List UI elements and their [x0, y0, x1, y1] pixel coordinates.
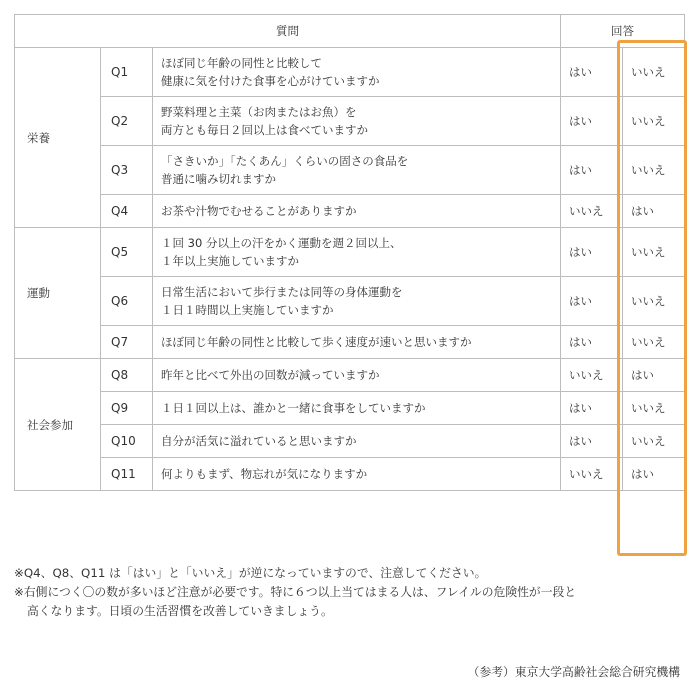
table-row — [15, 458, 685, 491]
question-number: Q4 — [101, 195, 153, 228]
answer-right: はい — [623, 458, 685, 491]
table-row — [15, 97, 685, 146]
question-table-frame — [14, 14, 694, 554]
answer-right: いいえ — [623, 228, 685, 277]
table-row — [15, 228, 685, 277]
question-text — [153, 277, 561, 326]
table-row — [15, 326, 685, 359]
answer-right: はい — [623, 359, 685, 392]
table-row — [15, 277, 685, 326]
question-text-line: ほぼ同じ年齢の同性と比較して歩く速度が速いと思いますか — [161, 335, 472, 349]
question-text-line: １日１回以上は、誰かと一緒に食事をしていますか — [161, 401, 426, 415]
question-text-line: 「さきいか」「たくあん」くらいの固さの食品を — [161, 154, 409, 168]
question-text-line: 自分が活気に溢れていると思いますか — [161, 434, 357, 448]
question-text-line: 何よりもまず、物忘れが気になりますか — [161, 467, 368, 481]
question-number: Q3 — [101, 146, 153, 195]
question-text-line: １日１時間以上実施していますか — [161, 303, 334, 317]
question-text-line: お茶や汁物でむせることがありますか — [161, 204, 357, 218]
question-text-line: 健康に気を付けた食事を心がけていますか — [161, 74, 380, 88]
question-text-line: 昨年と比べて外出の回数が減っていますか — [161, 368, 380, 382]
answer-left: はい — [561, 425, 623, 458]
table-row — [15, 359, 685, 392]
reference-source: （参考）東京大学高齢社会総合研究機構 — [467, 665, 680, 679]
answer-right: いいえ — [623, 277, 685, 326]
question-text — [153, 97, 561, 146]
table-row — [15, 195, 685, 228]
question-text-line: 両方とも毎日２回以上は食べていますか — [161, 123, 368, 137]
answer-right: いいえ — [623, 392, 685, 425]
answer-right: はい — [623, 195, 685, 228]
question-number: Q7 — [101, 326, 153, 359]
header-question: 質問 — [15, 15, 561, 48]
table-row — [15, 425, 685, 458]
category-label: 社会参加 — [15, 359, 101, 491]
question-number: Q9 — [101, 392, 153, 425]
frailty-question-table — [14, 14, 685, 491]
note-reversed-questions: ※Q4、Q8、Q11 は「はい」と「いいえ」が逆になっていますので、注意してください。 — [14, 566, 487, 580]
question-number: Q1 — [101, 48, 153, 97]
question-text — [153, 458, 561, 491]
question-text-line: 野菜料理と主菜（お肉またはお魚）を — [161, 105, 357, 119]
question-number: Q8 — [101, 359, 153, 392]
question-text — [153, 48, 561, 97]
answer-right: いいえ — [623, 48, 685, 97]
category-label: 栄養 — [15, 48, 101, 228]
question-text — [153, 392, 561, 425]
question-number: Q10 — [101, 425, 153, 458]
question-text — [153, 326, 561, 359]
answer-left: はい — [561, 97, 623, 146]
notes — [14, 564, 690, 621]
table-row — [15, 146, 685, 195]
answer-left: はい — [561, 392, 623, 425]
question-text — [153, 425, 561, 458]
category-label: 運動 — [15, 228, 101, 359]
answer-left: いいえ — [561, 359, 623, 392]
question-text — [153, 195, 561, 228]
question-text — [153, 228, 561, 277]
question-number: Q5 — [101, 228, 153, 277]
answer-right: いいえ — [623, 425, 685, 458]
answer-right: いいえ — [623, 97, 685, 146]
question-text-line: １年以上実施していますか — [161, 254, 299, 268]
question-number: Q6 — [101, 277, 153, 326]
question-number: Q2 — [101, 97, 153, 146]
answer-left: はい — [561, 146, 623, 195]
header-answer: 回答 — [561, 15, 685, 48]
question-text-line: 普通に噛み切れますか — [161, 172, 276, 186]
note-risk-line2: 高くなります。日頃の生活習慣を改善していきましょう。 — [27, 604, 333, 618]
answer-left: はい — [561, 228, 623, 277]
note-risk-line1: ※右側につく〇の数が多いほど注意が必要です。特に６つ以上当てはまる人は、フレイルの危険性が一段と — [14, 585, 577, 599]
question-text — [153, 359, 561, 392]
question-text-line: 日常生活において歩行または同等の身体運動を — [161, 285, 403, 299]
question-number: Q11 — [101, 458, 153, 491]
answer-left: はい — [561, 277, 623, 326]
question-text — [153, 146, 561, 195]
answer-right: いいえ — [623, 326, 685, 359]
answer-left: いいえ — [561, 195, 623, 228]
question-text-line: ほぼ同じ年齢の同性と比較して — [161, 56, 322, 70]
question-text-line: １回 30 分以上の汗をかく運動を週２回以上、 — [161, 236, 402, 250]
answer-left: はい — [561, 48, 623, 97]
answer-left: いいえ — [561, 458, 623, 491]
answer-left: はい — [561, 326, 623, 359]
table-row — [15, 392, 685, 425]
answer-right: いいえ — [623, 146, 685, 195]
table-row — [15, 48, 685, 97]
